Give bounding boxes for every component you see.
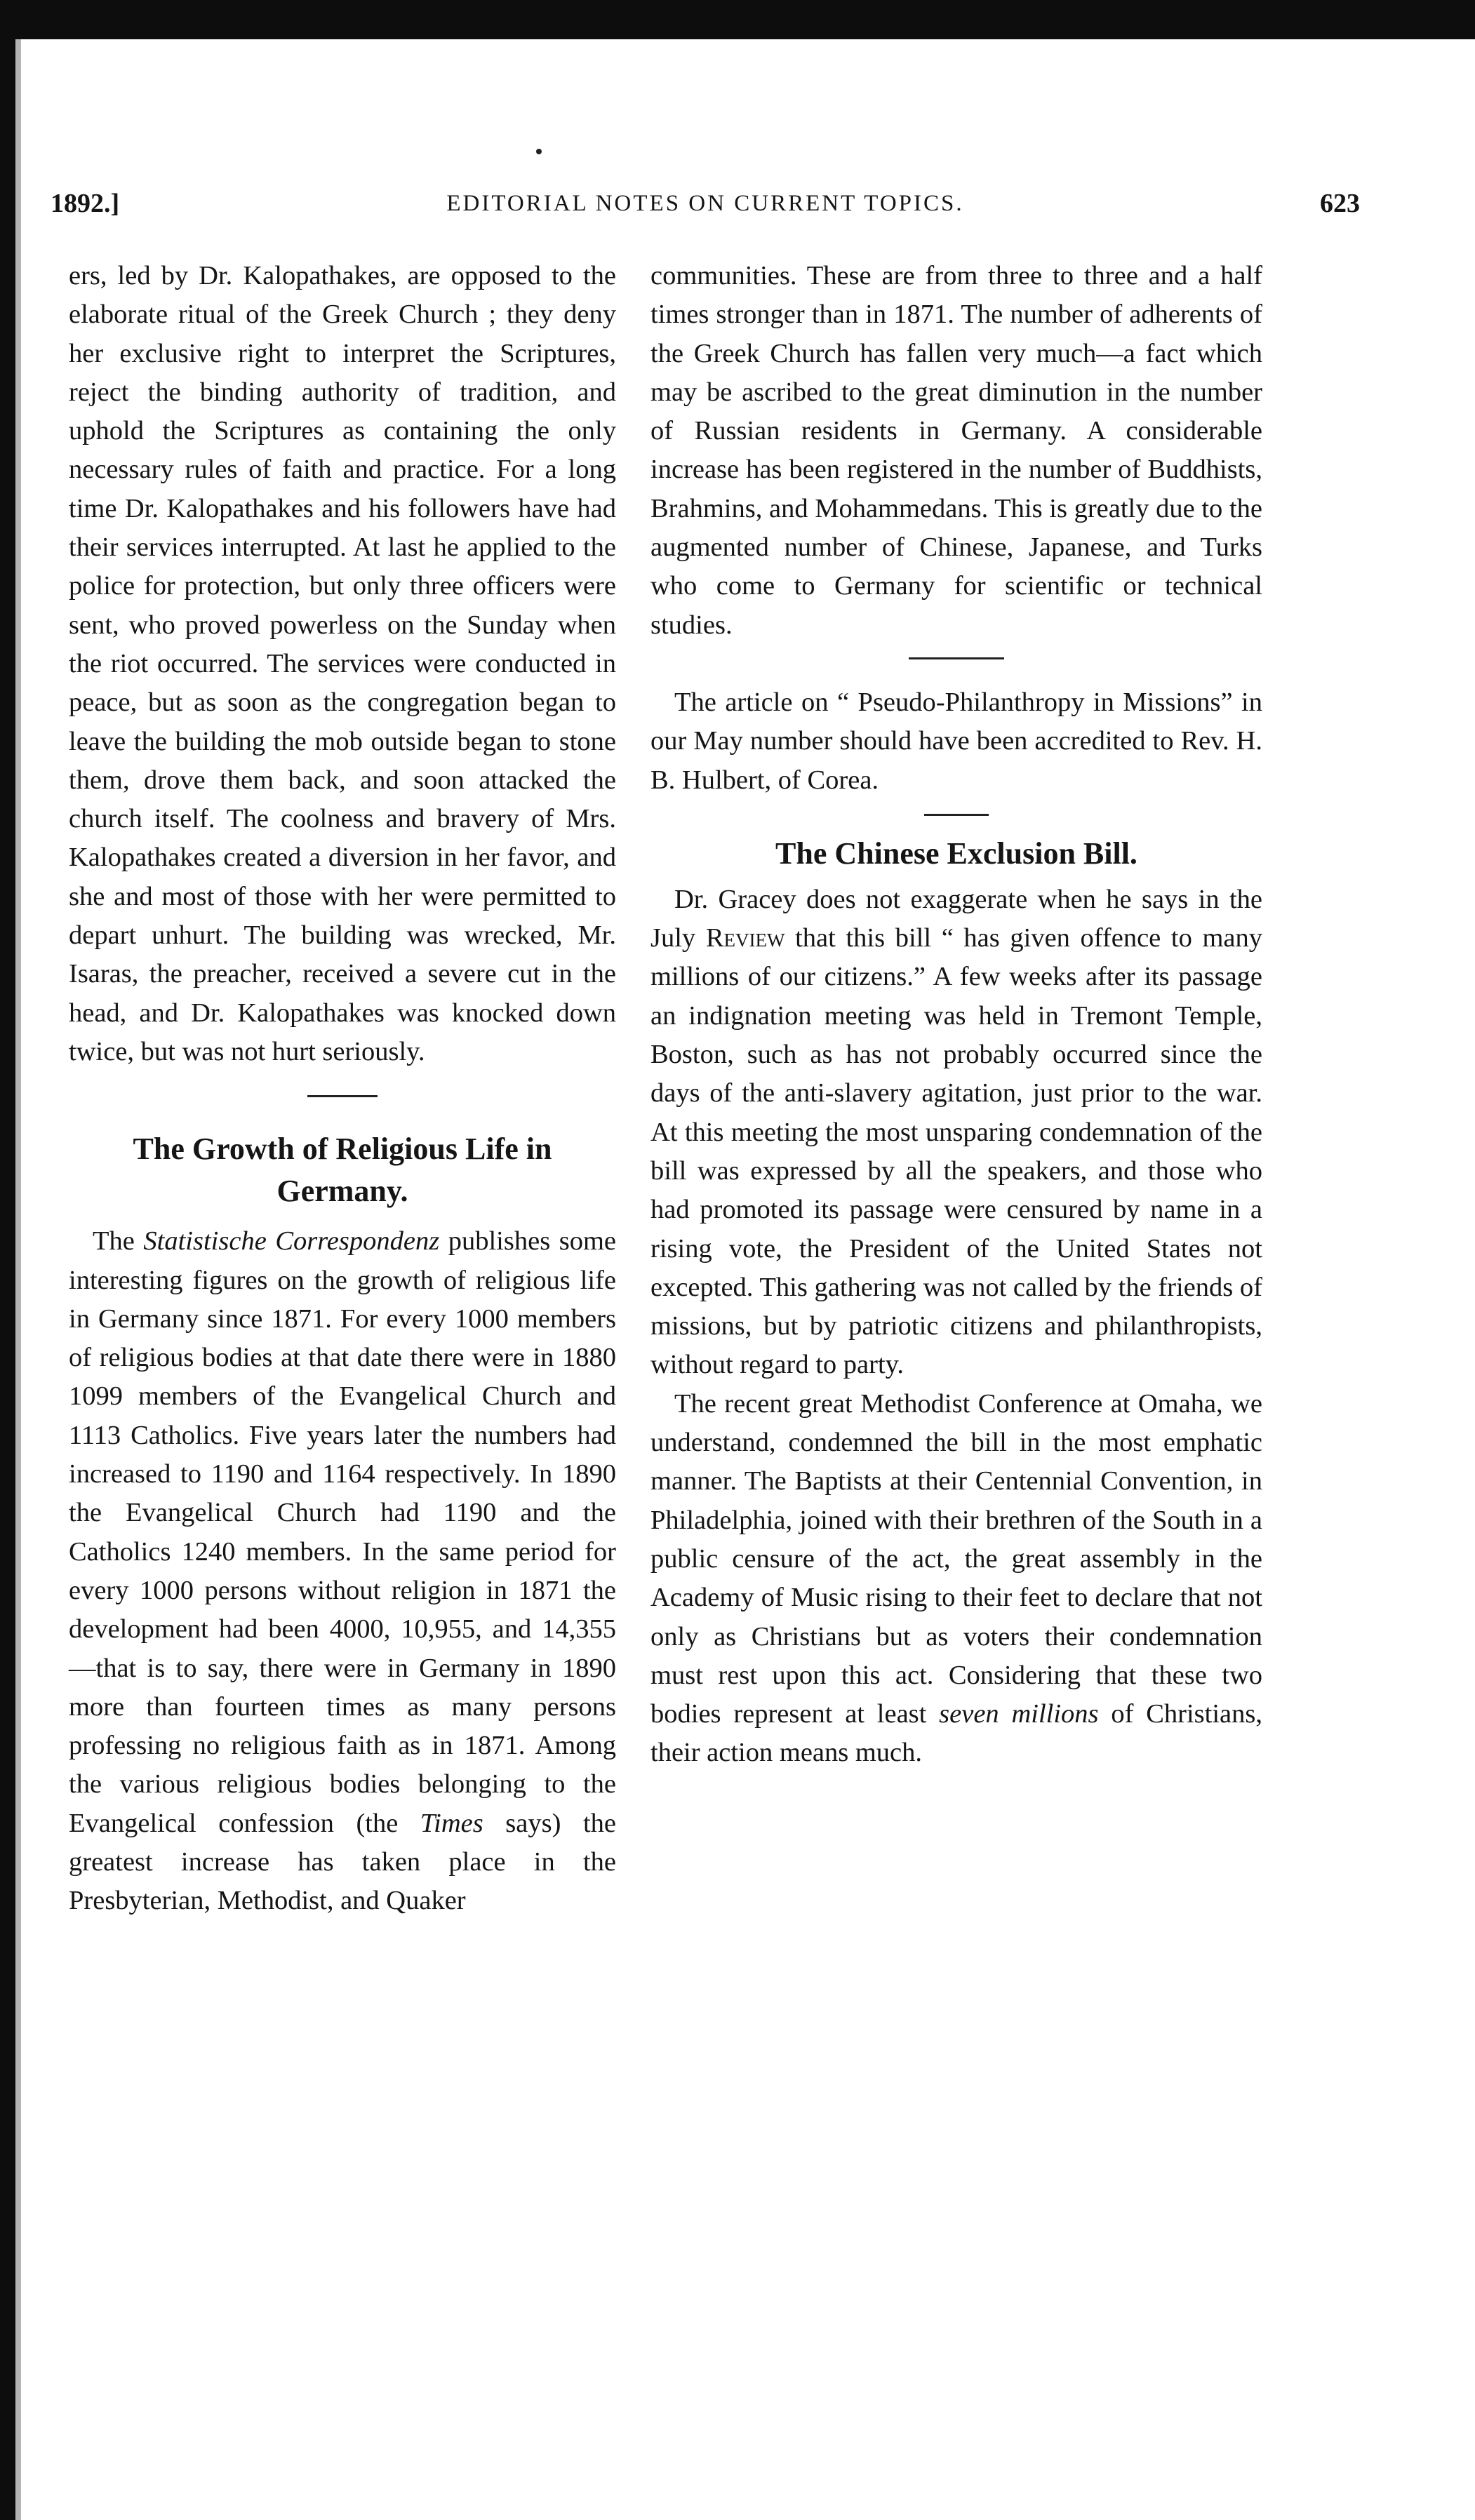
scan-top-border [0,0,1475,39]
section-divider [909,657,1004,659]
exclusion-paragraph-2 [650,1385,1262,1773]
growth-paragraph [69,1222,616,1920]
exclusion-p1-rest: that this bill “ has given offence to many millions of our citizens.” A few weeks after its passage an indignation meeting was held in Tremont Temple, Boston, such as has not probably occurred since the days of the anti-slavery agitation, just prior to the war. At this meeting the most unsparing condemnation of the bill was expressed by all the speakers, and those who had promoted its passage were censured by name in a rising vote, the President of the United States not excepted. This gathering was not called by the friends of missions, but by patriotic citizens and philanthropists, without regard to party. [650,923,1263,1380]
correction-paragraph: The article on “ Pseudo-Philanthropy in Missions” in our May number should have been accredited to Rev. H. B. Hulbert, of Corea. [650,687,1262,795]
exclusion-paragraph-1 [650,880,1262,1385]
exclusion-p1-start: Dr. Gracey does not exaggerate when he says in the July [650,884,1262,953]
growth-body: publishes some interesting figures on the growth of religious life in Germany since 1871. For every 1000 members of religious bodies at that date there were in 1880 1099 members of the Evangelical Church and 1113 Catholics. Five years later the numbers had increased to 1190 and 1164 respectively. In 1890 the Evangelical Church had 1190 and the Catholics 1240 members. In the same period for every 1000 persons without religion in 1871 the development had been 4000, 10,955, and 14,355 —that is to say, there were in Germany in 1890 more than fourteen times as many persons professing no religious faith as in 1871. Among the various religious bodies belonging to the Evangelical confession (the [69,1226,616,1838]
seven-millions: seven millions [939,1699,1099,1729]
growth-heading: The Growth of Religious Life in Germany. [133,1132,552,1209]
growth-times: Times [420,1808,483,1838]
left-column [69,257,616,1921]
review-title: Review [705,923,785,953]
section-divider [307,1095,378,1097]
scan-left-edge-shadow [15,39,21,2520]
growth-tail: says) the greatest increase has taken place in the Presbyterian, Methodist, and Quaker [69,1808,616,1916]
section-divider [924,814,989,816]
scan-left-border [0,0,15,2520]
growth-source: Statistische Correspondenz [143,1226,440,1256]
growth-opening: The [93,1226,135,1256]
communities-paragraph: communities. These are from three to three and a half times stronger than in 1871. The number of adherents of the Greek Church has fallen very much—a fact which may be ascribed to the great diminution in the number of Russian residents in Germany. A considerable increase has been registered in the number of Buddhists, Brahmins, and Mohammedans. This is greatly due to the augmented number of Chinese, Japanese, and Turks who come to Germany for scientific or technical studies. [650,261,1262,640]
running-head [51,188,1360,227]
kalopathakes-paragraph: ers, led by Dr. Kalopathakes, are opposed to the elaborate ritual of the Greek Church ; they deny her exclusive right to interpret the Scriptures, reject the binding authority of tradition, and uphold the Scriptures as containing the only necessary rules of faith and practice. For a long time Dr. Kalopathakes and his followers have had their services interrupted. At last he applied to the police for protection, but only three officers were sent, who proved powerless on the Sunday when the riot occurred. The services were conducted in peace, but as soon as the congregation began to leave the building the mob outside began to stone them, drove them back, and soon attacked the church itself. The coolness and bravery of Mrs. Kalopathakes created a diversion in her favor, and she and most of those with her were permitted to depart unhurt. The building was wrecked, Mr. Isaras, the preacher, received a severe cut in the head, and Dr. Kalopathakes was knocked down twice, but was not hurt seriously. [69,261,616,1066]
right-column [650,257,1262,1773]
running-head-year: 1892.] [51,189,120,218]
exclusion-p2-start: The recent great Methodist Conference at Omaha, we understand, condemned the bill in the most emphatic manner. The Baptists at their Centennial Convention, in Philadelphia, joined with their brethren of the South in a public censure of the act, the great assembly in the Academy of Music rising to their feet to declare that not only as Christians but as voters their condemnation must rest upon this act. Considering that these two bodies represent at least [650,1388,1262,1729]
page-number: 623 [1320,189,1360,218]
exclusion-heading: The Chinese Exclusion Bill. [775,836,1137,871]
exclusion-p2-end: of Christians, their action means much. [650,1699,1263,1768]
scan-speck [536,149,542,154]
running-head-title: EDITORIAL NOTES ON CURRENT TOPICS. [446,191,964,216]
